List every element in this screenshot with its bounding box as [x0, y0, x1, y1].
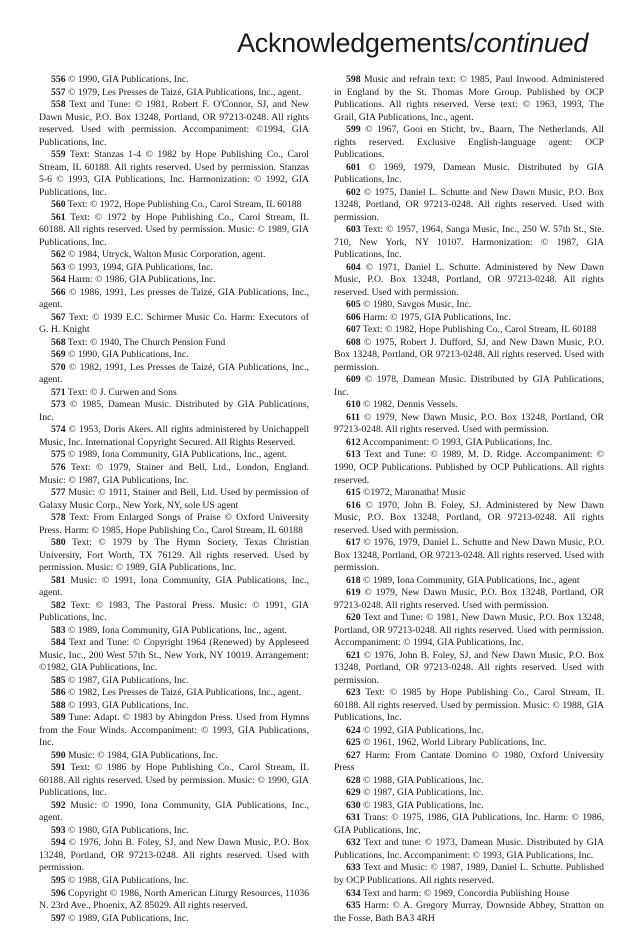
entry-text: © 1971, Daniel L. Schutte. Administered by New Dawn Music, P.O. Box 13248, Portland, OR 97213-0248. All rights reserved. Used with permission.: [334, 261, 604, 298]
entry-number: 562: [51, 249, 66, 261]
entry-text: Text: © 1979, Stainer and Bell, Ltd., London, England. Music: © 1987, GIA Publications, Inc.: [39, 461, 310, 486]
entry-number: 559: [51, 149, 66, 161]
entry-text: Text and harm: © 1969, Concordia Publishing House: [362, 887, 570, 899]
entry-number: 608: [346, 336, 361, 348]
acknowledgement-entry: [39, 349, 309, 362]
entry-text: Text and Music: © 1987, 1989, Daniel L. Schutte. Published by OCP Publications. All rights reserved.: [334, 862, 604, 886]
entry-number: 589: [51, 712, 66, 724]
acknowledgement-entry: [334, 187, 604, 225]
acknowledgement-entry: [39, 149, 309, 199]
acknowledgement-entry: [39, 212, 309, 250]
entry-number: 582: [51, 599, 66, 611]
page-title-main: Acknowledgements/: [237, 28, 474, 58]
entry-number: 584: [51, 637, 66, 649]
entry-text: © 1980, GIA Publications, Inc.: [67, 824, 189, 836]
acknowledgement-entry: [334, 750, 604, 775]
entry-text: Tune: Adapt. © 1983 by Abingdon Press. Used from Hymns from the Four Winds. Accompaniment: © 1993, GIA Publications, Inc.: [39, 712, 309, 749]
acknowledgement-entry: [39, 637, 309, 675]
acknowledgement-entry: [39, 312, 309, 337]
entry-text: Text: © 1979 by The Hymn Society, Texas Christian University, Fort Worth, TX 76129. All rights reserved. Used by permission. Music: © 1989, GIA Publications, Inc.: [39, 537, 309, 574]
entry-number: 576: [51, 461, 66, 473]
entry-text: © 1983, GIA Publications, Inc.: [362, 799, 484, 811]
entry-number: 580: [51, 537, 66, 549]
entry-number: 557: [51, 86, 66, 98]
entry-number: 592: [51, 799, 66, 811]
entry-number: 612: [346, 436, 361, 448]
acknowledgement-entry: [334, 262, 604, 300]
entry-number: 585: [51, 674, 66, 686]
acknowledgement-entry: [334, 399, 604, 412]
acknowledgement-entry: [334, 74, 604, 124]
entry-number: 597: [51, 912, 66, 924]
acknowledgement-entry: [39, 913, 309, 926]
acknowledgement-entry: [334, 800, 604, 813]
page-title-continued: continued: [473, 28, 588, 58]
acknowledgement-entry: [334, 650, 604, 688]
acknowledgement-entry: [39, 287, 309, 312]
acknowledgement-entry: [39, 274, 309, 287]
entry-text: Text and Tune: © 1989, M. D. Ridge. Accompaniment: © 1990, OCP Publications. Published by OCP Publications. All rights reserved.: [334, 449, 605, 486]
entry-number: 611: [346, 411, 360, 423]
acknowledgement-entry: [39, 87, 309, 100]
entry-number: 586: [51, 687, 66, 699]
entry-number: 606: [346, 311, 361, 323]
entry-text: Accompaniment: © 1993, GIA Publications, Inc.: [362, 436, 553, 448]
entry-text: © 1982, Dennis Vessels.: [362, 399, 458, 411]
entry-number: 618: [346, 574, 361, 586]
entry-text: Music and refrain text: © 1985, Paul Inwood. Administered in England by the St. Thomas More Group. Published by OCP Publications. All rights reserved. Verse text: © 1963, 1993, The Grail, GIA Publications, Inc., agent.: [334, 74, 604, 123]
acknowledgement-entry: [39, 199, 309, 212]
entry-number: 601: [346, 161, 361, 173]
entry-number: 570: [51, 361, 66, 373]
entry-number: 609: [346, 374, 361, 386]
acknowledgement-entry: [334, 312, 604, 325]
entry-number: 631: [346, 812, 361, 824]
acknowledgement-entry: [39, 675, 309, 688]
entry-text: Harm: © 1975, GIA Publications, Inc.: [362, 311, 511, 323]
entry-number: 607: [346, 324, 361, 336]
acknowledgement-entry: [39, 262, 309, 275]
entry-text: © 1953, Doris Akers. All rights administered by Unichappell Music, Inc. International Copyright Secured. All Rights Reserved.: [39, 424, 310, 448]
entry-text: Music: © 1991, Iona Community, GIA Publications, Inc., agent.: [39, 574, 309, 599]
acknowledgement-entry: [39, 337, 309, 350]
entry-text: © 1989, Iona Community, GIA Publications, Inc., agent: [362, 574, 580, 586]
entry-text: © 1987, GIA Publications, Inc.: [67, 674, 189, 686]
acknowledgement-entry: [39, 687, 309, 700]
entry-text: Text: © 1986 by Hope Publishing Co., Carol Stream, IL 60188. All rights reserved. Used by permission. Music: © 1990, GIA Publications, Inc.: [39, 762, 309, 799]
acknowledgement-entry: [39, 424, 309, 449]
entry-text: © 1976, 1979, Daniel L. Schutte and New Dawn Music, P.O. Box 13248, Portland, OR 97213-0248. All rights reserved. Used with permission.: [334, 537, 604, 574]
entry-text: Copyright © 1986, North American Liturgy Resources, 11036 N. 23rd Ave., Phoenix, AZ 85029. All rights reserved.: [39, 887, 310, 912]
entry-number: 603: [346, 224, 361, 236]
entry-text: Text: © J. Curwen and Sons: [67, 386, 177, 398]
entry-number: 635: [346, 900, 361, 912]
entry-number: 577: [51, 487, 66, 499]
entry-number: 558: [51, 99, 66, 111]
acknowledgement-entry: [39, 99, 309, 149]
entry-number: 569: [51, 349, 66, 361]
entry-text: © 1986, 1991, Les presses de Taizé, GIA Publications, Inc., agent.: [39, 286, 310, 311]
entry-text: © 1989, GIA Publications, Inc.: [67, 912, 189, 924]
acknowledgement-entry: [39, 512, 309, 537]
acknowledgement-entry: [334, 725, 604, 738]
acknowledgement-entry: [39, 888, 309, 913]
entry-number: 604: [346, 261, 361, 273]
entry-number: 615: [346, 487, 361, 499]
entry-number: 627: [346, 749, 361, 761]
entry-number: 633: [346, 862, 361, 874]
acknowledgement-entry: [39, 625, 309, 638]
entry-text: © 1993, 1994, GIA Publications, Inc.: [67, 261, 213, 273]
entry-text: Text and tune: © 1973, Damean Music. Distributed by GIA Publications, Inc. Accompaniment: © 1993, GIA Publications, Inc.: [334, 837, 605, 861]
entry-text: © 1979, New Dawn Music, P.O. Box 13248, Portland, OR 97213-0248. All rights reserved. Used with permission.: [334, 411, 605, 436]
acknowledgement-entry: [39, 712, 309, 750]
left-column: [39, 74, 309, 925]
acknowledgement-entry: [334, 487, 604, 500]
entry-text: Text and Tune: © Copyright 1964 (Renewed) by Appleseed Music, Inc., 200 West 57th St., New York, NY 10019. Arrangement: ©1982, GIA Publications, Inc.: [39, 637, 309, 674]
acknowledgement-entry: [334, 449, 604, 487]
entry-text: © 1987, GIA Publications, Inc.: [362, 787, 484, 799]
entry-number: 595: [51, 875, 66, 886]
acknowledgement-entry: [334, 787, 604, 800]
acknowledgement-entry: [334, 224, 604, 262]
entry-text: Harm: © A. Gregory Murray, Downside Abbey, Stratton on the Fosse, Bath BA3 4RH: [334, 900, 604, 924]
entry-text: © 1993, GIA Publications, Inc.: [67, 699, 189, 711]
entry-text: Text: © 1983, The Pastoral Press. Music: © 1991, GIA Publications, Inc.: [39, 599, 309, 624]
acknowledgement-entry: [39, 750, 309, 763]
entry-text: © 1982, 1991, Les Presses de Taizé, GIA Publications, Inc., agent.: [39, 361, 309, 386]
entry-number: 625: [346, 737, 361, 749]
acknowledgement-entry: [39, 537, 309, 575]
entry-text: © 1989, Iona Community, GIA Publications, Inc., agent.: [67, 624, 287, 636]
entry-number: 630: [346, 799, 361, 811]
acknowledgement-entry: [39, 600, 309, 625]
acknowledgement-entry: [334, 812, 604, 837]
entry-text: Music: © 1984, GIA Publications, Inc.: [67, 749, 218, 761]
entry-text: Music: © 1990, Iona Community, GIA Publications, Inc., agent.: [39, 799, 309, 824]
acknowledgement-entry: [39, 387, 309, 400]
entry-number: 594: [51, 837, 66, 849]
entry-text: Text: © 1972, Hope Publishing Co., Carol Stream, IL 60188: [67, 199, 302, 211]
acknowledgement-entry: [39, 74, 309, 87]
entry-number: 578: [51, 512, 66, 524]
acknowledgement-entry: [39, 399, 309, 424]
acknowledgement-entry: [39, 837, 309, 875]
entry-number: 593: [51, 824, 66, 836]
entry-number: 634: [346, 887, 361, 899]
acknowledgement-entry: [334, 575, 604, 588]
acknowledgement-entry: [334, 737, 604, 750]
entry-text: Text: © 1940, The Church Pension Fund: [67, 336, 226, 348]
entry-number: 560: [51, 199, 66, 211]
acknowledgement-entry: [334, 324, 604, 337]
entry-text: Text: © 1939 E.C. Schirmer Music Co. Harm: Executors of G. H. Knight: [39, 311, 309, 336]
entry-text: Music: © 1911, Stainer and Bell, Ltd. Used by permission of Galaxy Music Corp., New York, NY, sole US agent: [39, 487, 310, 511]
acknowledgement-entry: [334, 687, 604, 725]
acknowledgement-entry: [39, 825, 309, 838]
acknowledgement-entry: [39, 487, 309, 512]
acknowledgement-entry: [334, 612, 604, 650]
entry-text: © 1988, GIA Publications, Inc.: [362, 774, 484, 786]
acknowledgement-entry: [39, 249, 309, 262]
acknowledgement-entry: [39, 575, 309, 600]
entry-text: © 1961, 1962, World Library Publications, Inc.: [362, 737, 547, 749]
entry-number: 624: [346, 724, 361, 736]
entry-number: 616: [346, 499, 361, 511]
entry-text: © 1976, John B. Foley, SJ, and New Dawn Music, P.O. Box 13248, Portland, OR 97213-0248. All rights reserved. Used with permission.: [39, 837, 310, 874]
entry-number: 575: [51, 449, 66, 461]
entry-number: 623: [346, 687, 361, 699]
entry-text: Text and Tune: © 1981, Robert F. O'Connor, SJ, and New Dawn Music, P.O. Box 13248, Portland, OR 97213-0248. All rights reserved. Used with permission. Accompaniment: ©1994, GIA Publications, Inc.: [39, 99, 309, 148]
entry-text: Text: Stanzas 1-4 © 1982 by Hope Publishing Co., Carol Stream, IL 60188. All rights reserved. Used by permission. Stanzas 5-6 © 1993, GIA Publications, Inc. Harmonization: © 1992, GIA Publications, Inc.: [39, 149, 309, 198]
acknowledgement-entry: [334, 162, 604, 187]
entry-number: 590: [51, 749, 66, 761]
entry-number: 621: [346, 649, 361, 661]
acknowledgement-entry: [334, 124, 604, 162]
acknowledgement-entry: [39, 875, 309, 888]
entry-number: 617: [346, 537, 361, 549]
acknowledgement-entry: [39, 462, 309, 487]
entry-number: 602: [346, 186, 361, 198]
entry-text: Text: © 1985 by Hope Publishing Co., Carol Stream, IL 60188. All rights reserved. Used by permission. Music: © 1988, GIA Publications, Inc.: [334, 687, 604, 724]
entry-text: Text: From Enlarged Songs of Praise © Oxford University Press. Harm: © 1985, Hope Publishing Co., Carol Stream, IL 60188: [39, 512, 309, 536]
entry-text: Text: © 1982, Hope Publishing Co., Carol Stream, IL 60188: [362, 324, 597, 336]
entry-number: 619: [346, 587, 361, 599]
entry-text: © 1970, John B. Foley, SJ. Administered by New Dawn Music, P.O. Box 13248, Portland, OR 97213-0248. All rights reserved. Used with permission.: [334, 499, 605, 536]
acknowledgement-entry: [334, 337, 604, 375]
entry-number: 620: [346, 612, 361, 624]
entry-number: 556: [51, 74, 66, 85]
acknowledgement-entry: [334, 299, 604, 312]
entry-number: 596: [51, 887, 66, 899]
acknowledgement-entry: [334, 900, 604, 925]
acknowledgement-entry: [334, 587, 604, 612]
entry-text: © 1984, Utryck, Walton Music Corporation, agent.: [67, 249, 266, 261]
entry-number: 568: [51, 336, 66, 348]
entry-number: 610: [346, 399, 361, 411]
entry-text: © 1990, GIA Publications, Inc.: [67, 74, 189, 85]
acknowledgement-entry: [334, 412, 604, 437]
entry-text: © 1969, 1979, Damean Music. Distributed by GIA Publications, Inc.: [334, 161, 604, 186]
entry-number: 598: [346, 74, 361, 85]
acknowledgement-entry: [334, 837, 604, 862]
acknowledgement-entry: [334, 775, 604, 788]
entry-number: 563: [51, 261, 66, 273]
acknowledgement-entry: [39, 762, 309, 800]
entry-text: © 1980, Savgos Music, Inc.: [362, 299, 472, 311]
entry-number: 629: [346, 787, 361, 799]
acknowledgement-entry: [39, 362, 309, 387]
entry-number: 561: [51, 211, 66, 223]
entry-number: 564: [51, 274, 66, 286]
acknowledgement-entry: [334, 437, 604, 450]
acknowledgement-entry: [39, 700, 309, 713]
entry-text: Text: © 1957, 1964, Sanga Music, Inc., 250 W. 57th St., Ste. 710, New York, NY 10107. Harmonization: © 1987, GIA Publications, Inc.: [334, 224, 604, 261]
entry-text: © 1992, GIA Publications, Inc.: [362, 724, 484, 736]
entry-text: © 1975, Robert J. Dufford, SJ, and New Dawn Music, P.O. Box 13248, Portland, OR 97213-0248. All rights reserved. Used with permission.: [334, 336, 604, 373]
entry-number: 567: [51, 311, 66, 323]
acknowledgement-entry: [334, 374, 604, 399]
entry-number: 628: [346, 774, 361, 786]
entry-text: © 1990, GIA Publications, Inc.: [67, 349, 189, 361]
entry-number: 632: [346, 837, 361, 849]
entry-number: 583: [51, 624, 66, 636]
acknowledgement-entry: [334, 862, 604, 887]
entry-number: 588: [51, 699, 66, 711]
acknowledgement-entry: [39, 449, 309, 462]
entry-number: 613: [346, 449, 361, 461]
entry-text: Harm: From Cantate Domino © 1980, Oxford University Press: [334, 749, 604, 774]
entry-text: © 1978, Damean Music. Distributed by GIA Publications, Inc.: [334, 374, 604, 398]
entry-number: 605: [346, 299, 361, 311]
entry-number: 566: [51, 286, 66, 298]
entry-text: © 1979, New Dawn Music, P.O. Box 13248, Portland, OR 97213-0248. All rights reserved. Used with permission.: [334, 587, 604, 611]
acknowledgement-entry: [334, 888, 604, 901]
acknowledgement-entry: [334, 500, 604, 538]
right-column: [334, 74, 604, 925]
entry-text: © 1985, Damean Music. Distributed by GIA Publications, Inc.: [39, 399, 309, 423]
entry-number: 581: [51, 574, 66, 586]
entry-number: 574: [51, 424, 66, 436]
entry-text: Text and Tune: © 1981, New Dawn Music, P.O. Box 13248, Portland, OR 97213-0248. All rights reserved. Used with permission. Accompaniment: © 1994, GIA Publications, Inc.: [334, 612, 605, 649]
entry-text: Harm: © 1986, GIA Publications, Inc.: [67, 274, 216, 286]
entry-text: © 1989, Iona Community, GIA Publications, Inc., agent.: [67, 449, 287, 461]
page-title: [237, 28, 588, 59]
acknowledgement-entry: [334, 537, 604, 575]
entry-text: © 1967, Gooi en Sticht, bv., Baarn, The Netherlands. All rights reserved. Exclusive English-language agent: OCP Publications.: [334, 124, 605, 161]
entry-text: © 1979, Les Presses de Taizé, GIA Publications, Inc., agent.: [67, 86, 302, 98]
entry-text: © 1976, John B. Foley, SJ, and New Dawn Music, P.O. Box 13248, Portland, OR 97213-0248. All rights reserved. Used with permission.: [334, 649, 605, 686]
entry-text: © 1988, GIA Publications, Inc.: [67, 875, 189, 886]
entry-text: Trans: © 1975, 1986, GIA Publications, Inc. Harm: © 1986, GIA Publications, Inc.: [334, 812, 605, 836]
entry-text: Text: © 1972 by Hope Publishing Co., Carol Stream, IL 60188. All rights reserved. Used by permission. Music: © 1989, GIA Publications, Inc.: [39, 211, 309, 248]
entry-text: © 1975, Daniel L. Schutte and New Dawn Music, P.O. Box 13248, Portland, OR 97213-0248. All rights reserved. Used with permission.: [334, 186, 605, 223]
entry-number: 571: [51, 386, 66, 398]
acknowledgement-entry: [39, 800, 309, 825]
entry-number: 591: [51, 762, 66, 774]
entry-number: 599: [346, 124, 361, 136]
entry-text: © 1982, Les Presses de Taizé, GIA Publications, Inc., agent.: [67, 687, 302, 699]
entry-number: 573: [51, 399, 66, 411]
entry-text: ©1972, Maranatha! Music: [362, 487, 466, 499]
